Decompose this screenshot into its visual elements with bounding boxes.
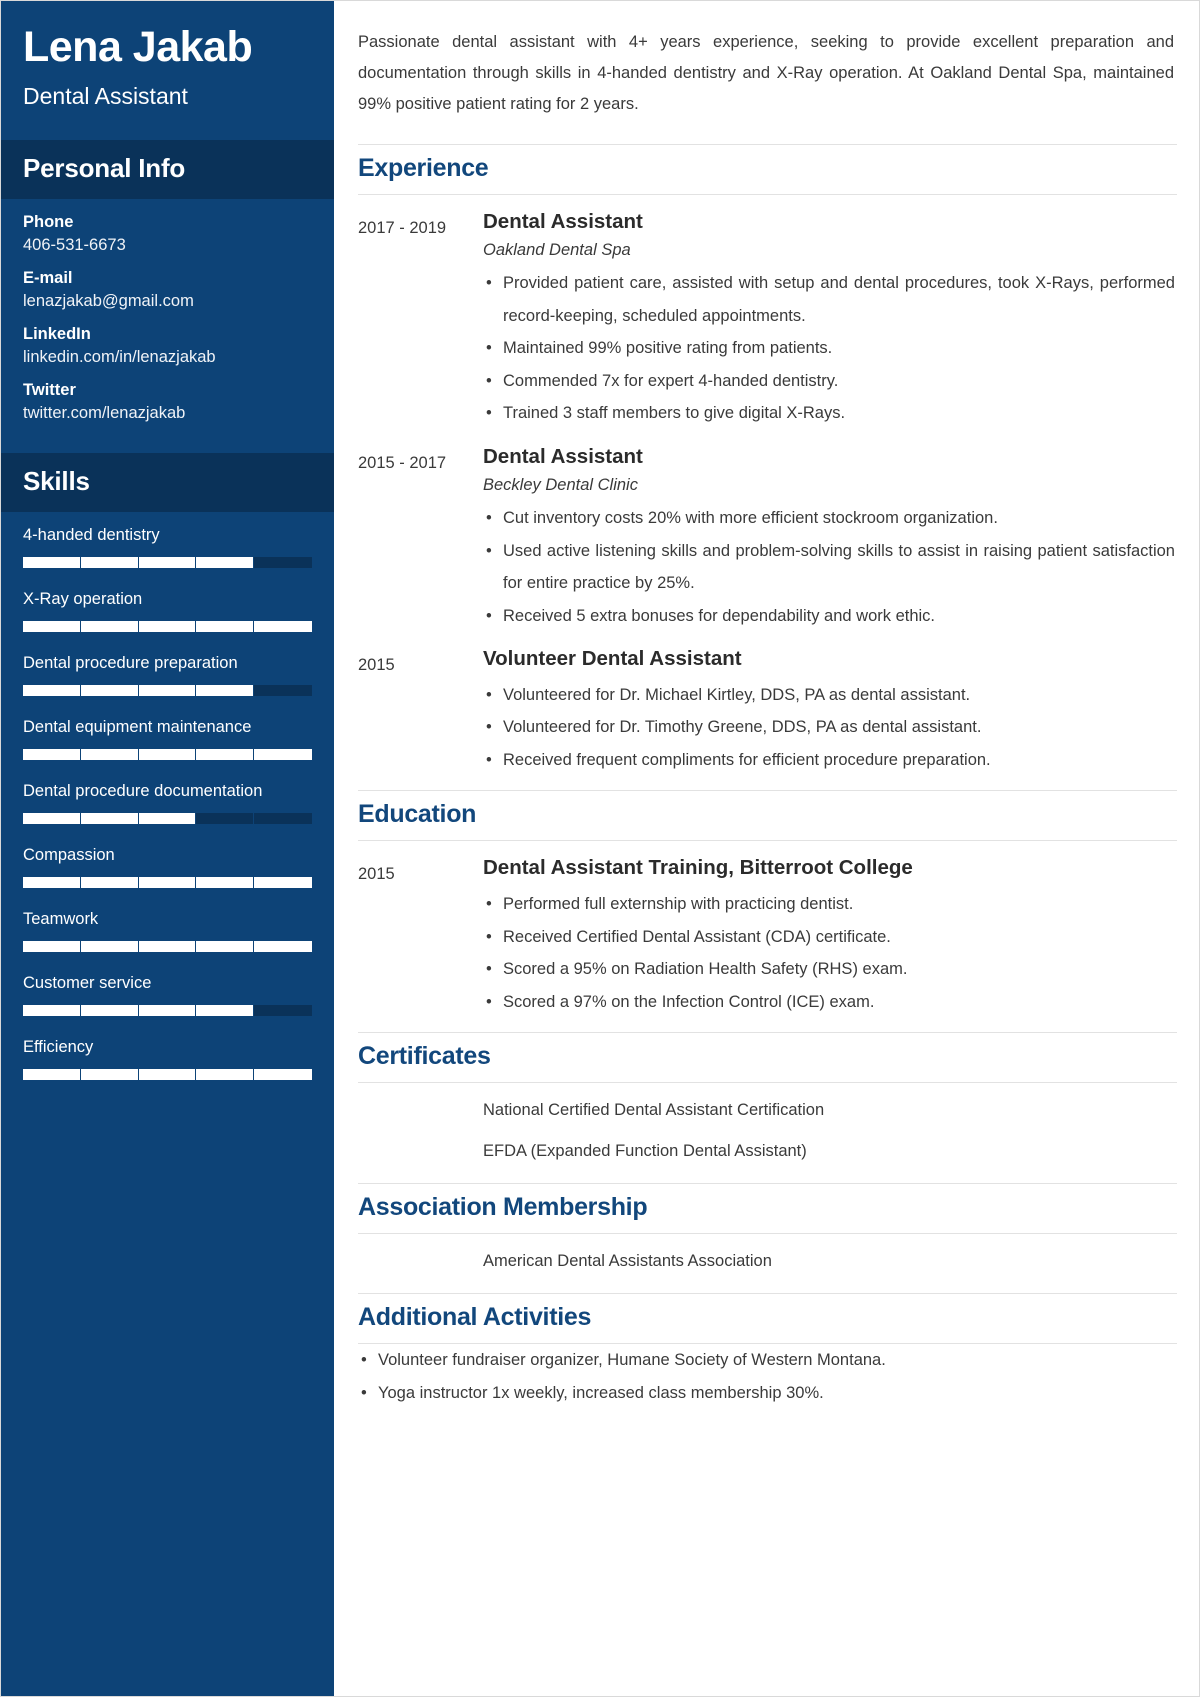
contact-item-phone xyxy=(23,213,312,255)
skill-label: Dental procedure preparation xyxy=(23,654,238,673)
skill-item xyxy=(23,1038,312,1080)
resume-entry xyxy=(358,855,1177,1018)
entry-organization: Oakland Dental Spa xyxy=(483,241,631,260)
skill-level-segment xyxy=(81,941,139,952)
skill-level-segment xyxy=(254,621,312,632)
bullet-item: • Commended 7x for expert 4-handed dentistry. xyxy=(483,365,1177,398)
entry-body xyxy=(483,855,1177,1018)
skill-level-segment xyxy=(139,621,197,632)
skill-level-bar xyxy=(23,621,312,632)
skill-level-segment xyxy=(81,557,139,568)
skill-level-segment xyxy=(81,749,139,760)
skill-level-segment xyxy=(81,813,139,824)
section-additional-activities xyxy=(358,1293,1177,1409)
contact-label: LinkedIn xyxy=(23,325,91,344)
skill-label: 4-handed dentistry xyxy=(23,526,160,545)
skill-level-segment xyxy=(196,557,254,568)
contact-label: Twitter xyxy=(23,381,76,400)
section-certificates xyxy=(358,1032,1177,1183)
contact-value[interactable]: twitter.com/lenazjakab xyxy=(23,404,186,423)
candidate-name: Lena Jakab xyxy=(23,23,253,71)
entry-date: 2015 - 2017 xyxy=(358,453,447,472)
skill-level-segment xyxy=(196,1069,254,1080)
experience-entries xyxy=(358,195,1177,777)
bullet-item: • Provided patient care, assisted with setup and dental procedures, took X-Rays, performed record-keeping, scheduled appointments. xyxy=(483,267,1177,332)
personal-info-list xyxy=(1,199,334,437)
skill-level-bar xyxy=(23,877,312,888)
skill-item xyxy=(23,846,312,888)
skills-list xyxy=(1,512,334,1102)
bullet-item: • Received frequent compliments for efficient procedure preparation. xyxy=(483,744,1177,777)
list-item: National Certified Dental Assistant Certification xyxy=(483,1101,825,1120)
entry-title: Dental Assistant xyxy=(483,209,643,233)
skill-label: Customer service xyxy=(23,974,152,993)
skill-level-segment xyxy=(196,749,254,760)
skill-level-segment xyxy=(139,1005,197,1016)
entry-date: 2017 - 2019 xyxy=(358,218,447,237)
contact-label: Phone xyxy=(23,213,74,232)
skill-level-segment xyxy=(23,685,81,696)
skill-label: Dental equipment maintenance xyxy=(23,718,252,737)
skills-heading: Skills xyxy=(1,453,334,512)
skill-level-bar xyxy=(23,685,312,696)
personal-info-heading: Personal Info xyxy=(1,140,334,199)
contact-label: E-mail xyxy=(23,269,73,288)
entry-title: Dental Assistant xyxy=(483,444,643,468)
section-heading-certificates: Certificates xyxy=(358,1032,1177,1083)
skill-level-bar xyxy=(23,813,312,824)
bullet-item: • Used active listening skills and problem-solving skills to assist in raising patient satisfaction for entire practice by 25%. xyxy=(483,535,1177,600)
skill-label: Teamwork xyxy=(23,910,99,929)
resume-entry xyxy=(358,646,1177,776)
professional-summary: Passionate dental assistant with 4+ years experience, seeking to provide excellent preparation and documentation through skills in 4-handed dentistry and X-Ray operation. At Oakland Dental Spa, maintained 99% positive patient rating for 2 years. xyxy=(358,33,1174,113)
skill-item xyxy=(23,782,312,824)
skill-level-segment xyxy=(139,813,197,824)
skill-label: Dental procedure documentation xyxy=(23,782,263,801)
skill-level-segment xyxy=(23,749,81,760)
additional-activities-bullets xyxy=(358,1344,1177,1409)
bullet-item: • Volunteered for Dr. Michael Kirtley, DDS, PA as dental assistant. xyxy=(483,679,1177,712)
section-heading-additional-activities: Additional Activities xyxy=(358,1293,1177,1344)
skill-level-segment xyxy=(23,1005,81,1016)
entry-title: Dental Assistant Training, Bitterroot College xyxy=(483,856,913,880)
skill-level-segment xyxy=(254,941,312,952)
skill-level-bar xyxy=(23,557,312,568)
skill-level-segment xyxy=(254,749,312,760)
name-block xyxy=(1,1,334,140)
entry-bullets xyxy=(483,679,1177,777)
skill-level-segment xyxy=(196,621,254,632)
skill-level-segment xyxy=(81,621,139,632)
skill-level-segment xyxy=(23,941,81,952)
bullet-item: • Yoga instructor 1x weekly, increased class membership 30%. xyxy=(358,1377,1177,1410)
association-membership-list xyxy=(358,1234,1177,1293)
main-content xyxy=(334,1,1199,1696)
entry-body xyxy=(483,209,1177,430)
skill-level-segment xyxy=(254,1005,312,1016)
skill-level-segment xyxy=(196,941,254,952)
resume-entry xyxy=(358,209,1177,430)
skill-level-segment xyxy=(139,685,197,696)
skill-level-segment xyxy=(139,941,197,952)
skill-level-bar xyxy=(23,941,312,952)
bullet-item: • Maintained 99% positive rating from patients. xyxy=(483,332,1177,365)
entry-body xyxy=(483,646,1177,776)
contact-value[interactable]: linkedin.com/in/lenazjakab xyxy=(23,348,216,367)
entry-bullets xyxy=(483,267,1177,430)
skill-level-segment xyxy=(254,557,312,568)
skill-level-segment xyxy=(23,557,81,568)
entry-body xyxy=(483,444,1177,633)
section-heading-experience: Experience xyxy=(358,144,1177,195)
skill-item xyxy=(23,974,312,1016)
section-experience xyxy=(358,144,1177,777)
skill-level-bar xyxy=(23,1069,312,1080)
bullet-item: • Received 5 extra bonuses for dependability and work ethic. xyxy=(483,600,1177,633)
skill-label: Compassion xyxy=(23,846,115,865)
skill-level-segment xyxy=(196,813,254,824)
contact-value[interactable]: lenazjakab@gmail.com xyxy=(23,292,194,311)
entry-organization: Beckley Dental Clinic xyxy=(483,476,638,495)
skill-level-segment xyxy=(139,877,197,888)
bullet-item: • Received Certified Dental Assistant (CDA) certificate. xyxy=(483,921,1177,954)
bullet-item: • Trained 3 staff members to give digital X-Rays. xyxy=(483,397,1177,430)
entry-title: Volunteer Dental Assistant xyxy=(483,647,742,671)
section-heading-education: Education xyxy=(358,790,1177,841)
contact-item-twitter xyxy=(23,381,312,423)
skill-level-segment xyxy=(196,1005,254,1016)
skill-label: Efficiency xyxy=(23,1038,94,1057)
contact-item-email xyxy=(23,269,312,311)
education-entries xyxy=(358,841,1177,1018)
skill-level-segment xyxy=(23,813,81,824)
skill-level-segment xyxy=(23,1069,81,1080)
skill-level-segment xyxy=(81,685,139,696)
entry-bullets xyxy=(483,888,1177,1018)
skill-level-segment xyxy=(254,1069,312,1080)
bullet-item: • Volunteer fundraiser organizer, Humane Society of Western Montana. xyxy=(358,1344,1177,1377)
contact-item-linkedin xyxy=(23,325,312,367)
bullet-item: • Volunteered for Dr. Timothy Greene, DDS, PA as dental assistant. xyxy=(483,711,1177,744)
skill-level-bar xyxy=(23,749,312,760)
contact-value[interactable]: 406-531-6673 xyxy=(23,236,126,255)
bullet-item: • Scored a 95% on Radiation Health Safety (RHS) exam. xyxy=(483,953,1177,986)
bullet-item: • Performed full externship with practicing dentist. xyxy=(483,888,1177,921)
certificates-list xyxy=(358,1083,1177,1183)
skill-level-segment xyxy=(254,685,312,696)
skill-level-bar xyxy=(23,1005,312,1016)
skill-level-segment xyxy=(254,813,312,824)
skill-item xyxy=(23,590,312,632)
skill-item xyxy=(23,654,312,696)
skill-label: X-Ray operation xyxy=(23,590,143,609)
bullet-item: • Cut inventory costs 20% with more efficient stockroom organization. xyxy=(483,502,1177,535)
skill-level-segment xyxy=(139,557,197,568)
skill-level-segment xyxy=(139,1069,197,1080)
skill-item xyxy=(23,718,312,760)
skill-level-segment xyxy=(81,1005,139,1016)
list-item: EFDA (Expanded Function Dental Assistant) xyxy=(483,1142,807,1161)
entry-date: 2015 xyxy=(358,656,395,675)
resume-entry xyxy=(358,444,1177,633)
skill-level-segment xyxy=(81,1069,139,1080)
candidate-job-title: Dental Assistant xyxy=(23,83,188,110)
bullet-item: • Scored a 97% on the Infection Control (ICE) exam. xyxy=(483,986,1177,1019)
sidebar xyxy=(1,1,334,1696)
skill-level-segment xyxy=(254,877,312,888)
skill-item xyxy=(23,526,312,568)
section-association-membership xyxy=(358,1183,1177,1293)
skill-level-segment xyxy=(196,877,254,888)
skill-level-segment xyxy=(81,877,139,888)
entry-date: 2015 xyxy=(358,865,395,884)
section-heading-association-membership: Association Membership xyxy=(358,1183,1177,1234)
skill-level-segment xyxy=(23,877,81,888)
skill-level-segment xyxy=(23,621,81,632)
section-education xyxy=(358,790,1177,1018)
skill-level-segment xyxy=(139,749,197,760)
list-item: American Dental Assistants Association xyxy=(483,1252,772,1271)
skill-item xyxy=(23,910,312,952)
entry-bullets xyxy=(483,502,1177,632)
skill-level-segment xyxy=(196,685,254,696)
